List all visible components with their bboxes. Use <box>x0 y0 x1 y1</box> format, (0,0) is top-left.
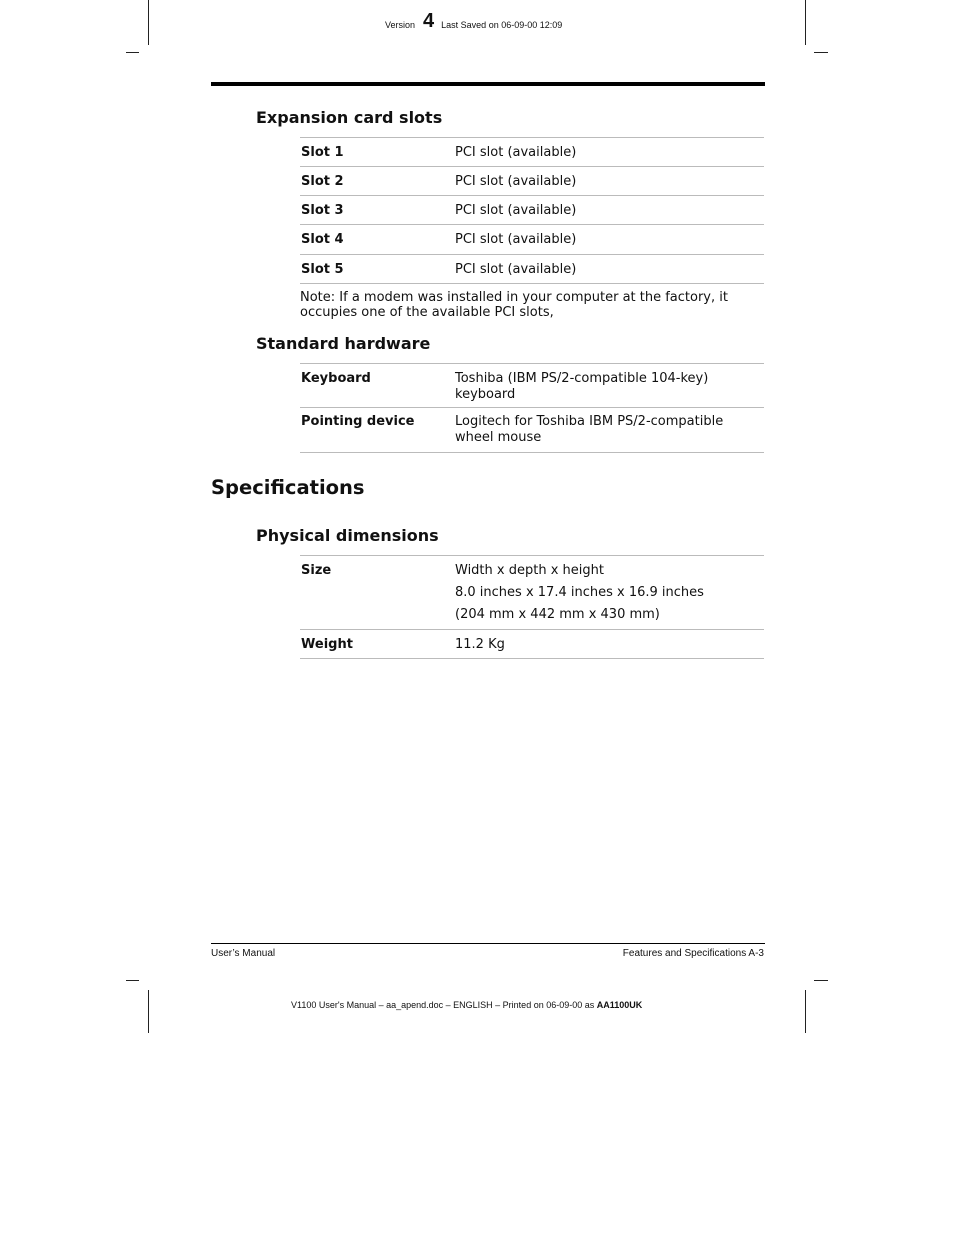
print-code: AA1100UK <box>596 1000 643 1010</box>
footer-left: User’s Manual <box>211 948 276 959</box>
crop-mark <box>814 980 828 981</box>
footer-right: Features and Specifications A-3 <box>622 948 764 959</box>
row-value: PCI slot (available) <box>455 232 577 247</box>
physical-dimensions-table <box>300 555 764 659</box>
table-row <box>300 225 764 255</box>
row-value: PCI slot (available) <box>455 262 577 277</box>
row-value <box>455 560 764 629</box>
row-value: Logitech for Toshiba IBM PS/2-compatible wheel mouse <box>455 414 724 445</box>
standard-hardware-table <box>300 363 764 453</box>
row-label: Slot 5 <box>301 262 344 277</box>
table-row <box>300 255 764 284</box>
crop-mark <box>126 52 139 53</box>
table-row <box>300 630 764 659</box>
row-label: Pointing device <box>301 414 415 429</box>
row-label: Slot 1 <box>301 145 344 160</box>
last-saved: Last Saved on 06-09-00 12:09 <box>441 20 563 30</box>
print-line <box>291 1000 642 1010</box>
crop-mark <box>805 0 806 45</box>
crop-mark <box>814 52 828 53</box>
table-row <box>300 408 764 453</box>
row-value: PCI slot (available) <box>455 203 577 218</box>
version-label: Version <box>385 20 416 30</box>
row-label: Slot 4 <box>301 232 344 247</box>
crop-mark <box>148 990 149 1033</box>
table-row <box>300 555 764 630</box>
size-line: (204 mm x 442 mm x 430 mm) <box>455 607 660 622</box>
standard-hardware-heading: Standard hardware <box>256 334 431 353</box>
row-label: Slot 3 <box>301 203 344 218</box>
row-value: 11.2 Kg <box>455 637 505 652</box>
specifications-heading: Specifications <box>211 476 365 499</box>
version-number: 4 <box>423 10 435 32</box>
print-info: V1100 User's Manual – aa_apend.doc – ENGLISH – Printed on 06-09-00 as <box>291 1000 595 1010</box>
row-value: Toshiba (IBM PS/2-compatible 104-key) keyboard <box>455 371 709 402</box>
table-row <box>300 137 764 167</box>
crop-mark <box>805 990 806 1033</box>
row-label: Slot 2 <box>301 174 344 189</box>
row-label: Size <box>301 563 332 578</box>
modem-note: Note: If a modem was installed in your computer at the factory, it occupies one of the available PCI slots, <box>300 290 728 320</box>
row-label: Keyboard <box>301 371 371 386</box>
crop-mark <box>148 0 149 45</box>
row-label: Weight <box>301 637 353 652</box>
expansion-table <box>300 137 764 284</box>
row-value: PCI slot (available) <box>455 145 577 160</box>
version-line <box>385 12 562 30</box>
physical-dimensions-heading: Physical dimensions <box>256 526 439 545</box>
table-row <box>300 167 764 196</box>
crop-mark <box>126 980 139 981</box>
footer-rule <box>211 943 765 944</box>
header-rule <box>211 82 765 86</box>
table-row <box>300 363 764 408</box>
size-line: Width x depth x height <box>455 563 604 578</box>
expansion-heading: Expansion card slots <box>256 108 443 127</box>
row-value: PCI slot (available) <box>455 174 577 189</box>
size-line: 8.0 inches x 17.4 inches x 16.9 inches <box>455 585 704 600</box>
table-row <box>300 196 764 225</box>
